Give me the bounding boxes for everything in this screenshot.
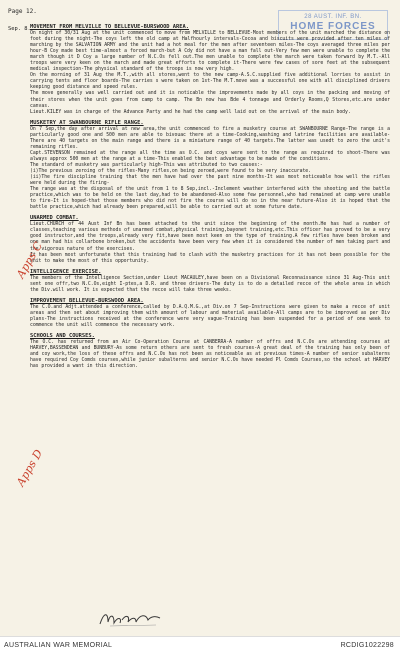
section-heading: MOVEMENT FROM MELVILLE TO BELLEVUE-BURSWOOD AREA. bbox=[30, 24, 190, 30]
paragraph: It has been most unfortunate that this training had to clash with the musketry practices for it has not been possible for the unit to make the most of this opportunity. bbox=[30, 252, 390, 264]
entry-date: Sep. 8. bbox=[8, 26, 31, 32]
margin-annotation-apps-c: Apps C bbox=[14, 239, 46, 281]
page-number: Page 12. bbox=[8, 8, 37, 15]
diary-body bbox=[30, 24, 390, 370]
section-improvement bbox=[30, 298, 390, 329]
stamp-home-forces: HOME FORCES bbox=[290, 21, 376, 32]
archive-footer bbox=[0, 636, 400, 655]
paragraph: Lieut.KILEY was in charge of the Advance Party and he had the camp well laid out on the arrival of the main body. bbox=[30, 109, 351, 115]
archive-name: AUSTRALIAN WAR MEMORIAL bbox=[4, 642, 113, 649]
section-heading: IMPROVEMENT BELLEVUE-BURSWOOD AREA. bbox=[30, 297, 144, 304]
section-heading: MUSKETRY AT SWANBOURNE RIFLE RANGE. bbox=[30, 119, 144, 126]
paragraph: On 7 Sep,the day after arrival at new area,the unit commenced to fire a musketry course at SWANBOURNE Range-The range is a particularly good one and 500 men are able to bivouac there at a time-Cooking,washing and latrine facilities are available-There are 40 targets on the main range and there is a miniature range of 40 targets.The latter was usedt to zero the unit's remaining rifles. bbox=[30, 126, 390, 150]
section-movement bbox=[30, 24, 390, 116]
section-schools bbox=[30, 333, 390, 370]
section-heading: INTELLIGENCE EXERCISE. bbox=[30, 268, 102, 275]
paragraph: Capt.STEVENSON remained at the range all the time as O.C. and coys were sent to the range as required to shoot-There was always approx 500 men at the range at a time-This enabled the best advantage to be made of the conditions. bbox=[30, 150, 390, 162]
paragraph: The move generally was well carried out and it is noticable the improvements made by all coys in the packing and moving of their stores when the unit goes from camp to camp. The Bn now has Bde 4 tonnage and Orderly Rooms,Q Stores,etc.are under canvas. bbox=[30, 91, 390, 109]
margin-annotation-apps-d: Apps D bbox=[14, 447, 46, 489]
record-id: RCDIG1022298 bbox=[340, 642, 394, 649]
paragraph: The C.O.and Adjt.attended a conference,called by D.A.Q.M.G.,at Div.on 7 Sep-Instructions were given to make a recce of unit areas and then set about improving them with amount of labour and material available-All camps are to be improved as per Div plans-The instructions received at the conference were very vague-Training has been suspended for a period of one week to commence the unit will commence the necessary work. bbox=[30, 304, 390, 328]
stamp-unit: 28 AUST. INF. BN. bbox=[304, 14, 362, 20]
paragraph: The members of the Intelligence Section,under Lieut MACAULEY,have been on a Divisional Reconnaissance since 31 Aug-This unit sent one offr,two N.C.Os,eight I-ptes,a D.R. and three drivers-The duty is to do a detailed recce of the whole area in which the Div.will work. It is expected that the recce will take three weeks. bbox=[30, 275, 390, 293]
paragraph: The range was at the disposal of the unit from 1 to 8 Sep,incl.-Inclement weather interfered with the shooting and the battle practice,which was to be held on the last day,had to be abandoned-Also some few personnel,who had remained at camp were unable to fire-It is hoped-that those members who did not fire the course will do so in the near future-Also it is hoped that the battle practice,which had already been prepared,will be able to carried out at some future date. bbox=[30, 187, 390, 211]
paragraph: On night of 30/31 Aug at the unit commenced to move from MELVILLE to BELLEVUE-Most members of the unit marched the distance on foot during the night-The coys left the old camp at Halfhourly intervals-Cocoa and biscuits were provided after ten miles of marching by the SALVATION ARMY and the unit had a hot meal for the men after seventeen miles-The coys averaged three miles per hour-B Coy made best time-almost a forced march-but A Cdy did not have a man fall out-Very few men were unable to complete the march though it D Coy a large number of N.C.Os fell out.The men unable to complete the march were taken forward by M.T.-All troops were very keen on the march and made great efforts to complete it-There were few cases of sore feet at the subsequent medical inspection-The physical standard of the troops is now very high. bbox=[30, 31, 390, 73]
paragraph: On the morning of 31 Aug the M.T.,with all stores,went to the new camp-A.S.C.supplied five additional lorries to assist in carrying tents and floor boards-The carries s were taken on 1st-The M.T.move was a successful one with all disciplined drivers keeping good distance and speed rules. bbox=[30, 73, 390, 91]
paragraph: Lieut.CHURCH of 44 Aust Inf Bn has been attached to the unit since the beginning of the month.He has had a number of classes,teaching various methods of unarmed combat,physical training,bayonet training,etc.This officer has proved to be a very good instructor,and the troops,already very fit,have been most keen on the type of training.A few rifles have been broken and one man had his collarbone broken,but the accidents have been very few when it is considered the number of men taking part and the vigorous nature of the exercises. bbox=[30, 222, 390, 252]
section-intelligence bbox=[30, 269, 390, 294]
paragraph: (ii)The fire discipline training that the men have had over the past nine months-It was most noticeable how well the rifles were held during the firing- bbox=[30, 175, 390, 187]
section-unarmed-combat bbox=[30, 215, 390, 264]
section-musketry bbox=[30, 120, 390, 212]
paragraph: The standard of musketry was particularly high-This was attributed to two causes:- bbox=[30, 162, 263, 168]
section-heading: UNARMED COMBAT. bbox=[30, 215, 79, 222]
section-heading: SCHOOLS AND COURSES. bbox=[30, 332, 95, 339]
paragraph: The O.C. has returned from an Air Co-Operation Course at CANBERRA-A number of offrs and N.C.Os are attending courses at HARVEY,BASSENDEAN and BUNBURY-As some return others are sent to fresh courses-A great deal of the training has only been of and coy work,the loss of these offrs and N.C.Os has not been as noticeable as at previous times-A number of senior subalterns have required Coy Comds courses,while junior subalterns and senior N.C.Os have needed Pl Comds Courses,so the school at HARVEY has provided a want in this direction. bbox=[30, 339, 390, 370]
handwritten-signature bbox=[96, 608, 166, 630]
paragraph: (i)The previous zeroing of the rifles-Many rifles,on being zeroed,were found to be very inaccurate. bbox=[30, 168, 311, 174]
